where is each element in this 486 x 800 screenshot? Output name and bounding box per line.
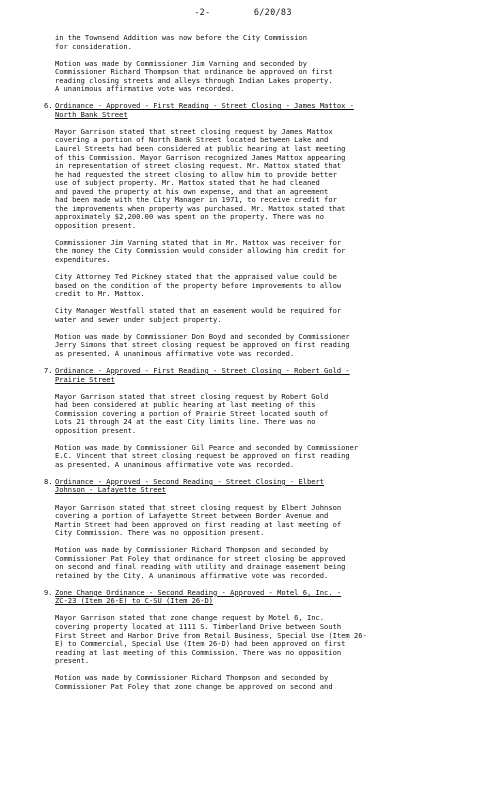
agenda-item-8 bbox=[44, 476, 479, 495]
item-8-paragraph-1: Mayor Garrison stated that street closing request by Elbert Johnson covering a portion of Lafayette Street between Border Avenue and Martin Street had been approved on first reading at last meeting of City Commission. There was no opposition present. bbox=[55, 502, 342, 538]
item-7-motion: Motion was made by Commissioner Gil Pearce and seconded by Commissioner E.C. Vincent that street closing request be approved on first reading as presented. A unanimous affirmative vote was recorded. bbox=[55, 442, 359, 469]
item-7-paragraph-1: Mayor Garrison stated that street closing request by Robert Gold had been considered at public hearing at last meeting of this Commission covering a portion of Prairie Street located south of Lots 21 through 24 at the east City limits line. There was no opposition present. bbox=[55, 391, 329, 435]
intro-paragraph: in the Townsend Addition was now before the City Commission for consideration. bbox=[55, 33, 307, 51]
agenda-item-6 bbox=[44, 101, 479, 119]
item-9-paragraph-1: Mayor Garrison stated that zone change request by Motel 6, Inc. covering property located at 1111 S. Timberland Drive between South First Street and Harbor Drive from Retail Business, Special Use (Item 26- E) to Commercial, Special Use (Item 26-D) had been approved on first reading at last meeting of this Commission. There was no opposition present. bbox=[55, 613, 367, 666]
item-9-motion: Motion was made by Commissioner Richard Thompson and seconded by Commissioner Pat Foley that zone change be approved on second and bbox=[55, 673, 333, 691]
item-6-paragraph-3: City Attorney Ted Pickney stated that the appraised value could be based on the condition of the property before improvements to allow credit to Mr. Mattox. bbox=[55, 272, 342, 299]
page-date: 6/20/83 bbox=[253, 8, 292, 18]
item-title: Zone Change Ordinance - Second Reading - Approved - Motel 6, Inc. - ZC-23 (Item 26-E) to C-SU (Item 26-D) bbox=[55, 587, 342, 606]
item-6-motion: Motion was made by Commissioner Don Boyd and seconded by Commissioner Jerry Simons that street closing request be approved on first reading as presented. A unanimous affirmative vote was recorded. bbox=[55, 331, 350, 358]
item-6-paragraph-4: City Manager Westfall stated that an easement would be required for water and sewer under subject property. bbox=[55, 306, 342, 324]
intro-motion: Motion was made by Commissioner Jim Varning and seconded by Commissioner Richard Thompson that ordinance be approved on first reading closing streets and alleys through Indian Lakes property. A unanimous affirmative vote was recorded. bbox=[55, 58, 333, 94]
item-number: 8. bbox=[44, 476, 53, 486]
agenda-item-7 bbox=[44, 365, 479, 384]
agenda-item-9 bbox=[44, 587, 479, 606]
item-title: Ordinance - Approved - First Reading - Street Closing - James Mattox - North Bank Street bbox=[55, 101, 354, 119]
item-number: 6. bbox=[44, 101, 53, 111]
item-8-motion: Motion was made by Commissioner Richard Thompson and seconded by Commissioner Pat Foley that ordinance for street closing be approved on second and final reading with utility and drainage easement being retained by the City. A unanimous affirmative vote was recorded. bbox=[55, 545, 346, 580]
minutes-body bbox=[44, 33, 479, 700]
item-number: 9. bbox=[44, 587, 53, 597]
page-number: -2- bbox=[194, 8, 211, 18]
item-title: Ordinance - Approved - Second Reading - Street Closing - Elbert Johnson - Lafayette Street bbox=[55, 476, 325, 495]
item-6-paragraph-1: Mayor Garrison stated that street closing request by James Mattox covering a portion of North Bank Street located between Lake and Laurel Streets had been considered at public hearing at last meeting of this Commission. Mayor Garrison recognized James Mattox appearing in representation of street closing request. Mr. Mattox stated that he had requested the street closing to allow him to provide better use of subject property. Mr. Mattox stated that he had cleaned and paved the property at his own expense, and that an agreement had been made with the City Manager in 1971, to receive credit for the improvements when property was purchased. Mr. Mattox stated that approximately $2,200.00 was spent on the property. There was no opposition present. bbox=[55, 126, 346, 230]
page-header bbox=[0, 8, 486, 18]
item-number: 7. bbox=[44, 365, 53, 375]
item-6-paragraph-2: Commissioner Jim Varning stated that in Mr. Mattox was receiver for the money the City Commission would consider allowing him credit for expenditures. bbox=[55, 237, 346, 265]
item-title: Ordinance - Approved - First Reading - Street Closing - Robert Gold - Prairie Street bbox=[55, 365, 350, 384]
